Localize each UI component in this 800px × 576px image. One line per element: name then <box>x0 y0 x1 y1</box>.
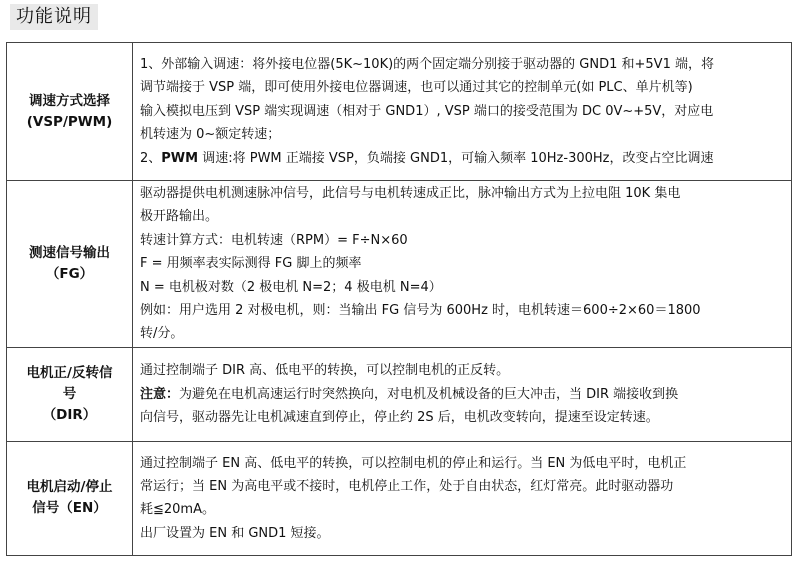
description-line <box>140 452 784 475</box>
text-segment: 例如：用户选用 2 对极电机，则：当输出 FG 信号为 600Hz 时，电机转速＝600÷2×60＝1800 <box>140 303 701 319</box>
text-segment: 调速:将 PWM 正端接 VSP，负端接 GND1，可输入频率 10Hz-300Hz，改变占空比调速 <box>198 150 714 166</box>
description-line <box>140 205 784 228</box>
row-description <box>133 181 792 348</box>
emphasis-text: PWM <box>161 150 199 166</box>
text-segment: 驱动器提供电机测速脉冲信号，此信号与电机转速成正比，脉冲输出方式为上拉电阻 10K 集电 <box>140 186 681 201</box>
description-line <box>140 252 784 275</box>
text-segment: 转速计算方式：电机转速（RPM）= F÷N×60 <box>140 232 408 248</box>
function-spec-table <box>6 42 792 556</box>
row-label-line: （FG） <box>45 265 94 282</box>
text-segment: N = 电机极对数（2 极电机 N=2；4 极电机 N=4） <box>140 279 442 295</box>
row-label-line: 电机正/反转信 <box>26 364 113 381</box>
description-line <box>140 123 784 146</box>
text-segment: 2、 <box>140 150 162 166</box>
spec-row <box>7 441 792 555</box>
description-line <box>140 76 784 99</box>
description-line <box>140 359 784 382</box>
row-label-line: 测速信号输出 <box>29 244 110 261</box>
description-line <box>140 322 784 345</box>
text-segment: 耗≦20mA。 <box>140 502 215 518</box>
description-line <box>140 100 784 123</box>
spec-row <box>7 347 792 441</box>
spec-row <box>7 43 792 181</box>
text-segment: 通过控制端子 EN 高、低电平的转换，可以控制电机的停止和运行。当 EN 为低电平时，电机正 <box>140 455 687 471</box>
row-label-line: 电机启动/停止 <box>26 479 113 496</box>
row-label <box>7 441 133 555</box>
text-segment: 输入模拟电压到 VSP 端实现调速（相对于 GND1）, VSP 端口的接受范围为 DC 0V~+5V，对应电 <box>140 103 714 119</box>
description-line <box>140 498 784 521</box>
description-line <box>140 299 784 322</box>
text-segment: 通过控制端子 DIR 高、低电平的转换，可以控制电机的正反转。 <box>140 363 510 379</box>
text-segment: 1、外部输入调速：将外接电位器(5K~10K)的两个固定端分别接于驱动器的 GND1 和+5V1 端，将 <box>140 56 714 72</box>
description-line <box>140 475 784 498</box>
text-segment: 调节端接于 VSP 端，即可使用外接电位器调速，也可以通过其它的控制单元(如 PLC、单片机等) <box>140 80 693 96</box>
text-segment: 转/分。 <box>140 326 184 342</box>
row-label-line: （DIR） <box>42 406 97 423</box>
text-segment: 出厂设置为 EN 和 GND1 短接。 <box>140 525 330 541</box>
row-label <box>7 347 133 441</box>
row-label-line: (VSP/PWM) <box>26 113 113 130</box>
text-segment: 极开路输出。 <box>140 209 219 225</box>
text-segment: F = 用频率表实际测得 FG 脚上的频率 <box>140 256 362 272</box>
description-line <box>140 276 784 299</box>
row-label-line: 调速方式选择 <box>29 92 110 109</box>
row-label-line: 信号（EN） <box>32 500 107 517</box>
text-segment: 向信号，驱动器先让电机减速直到停止，停止约 2S 后，电机改变转向，提速至设定转速。 <box>140 410 659 426</box>
description-line <box>140 147 784 170</box>
text-segment: 为避免在电机高速运行时突然换向，对电机及机械设备的巨大冲击，当 DIR 端接收到换 <box>179 386 679 402</box>
row-description <box>133 43 792 181</box>
description-line <box>140 406 784 429</box>
emphasis-text: 注意： <box>140 386 180 402</box>
row-label <box>7 43 133 181</box>
description-line <box>140 522 784 545</box>
row-description <box>133 347 792 441</box>
description-line <box>140 229 784 252</box>
text-segment: 常运行；当 EN 为高电平或不接时，电机停止工作，处于自由状态，红灯常亮。此时驱动器功 <box>140 478 674 494</box>
spec-row <box>7 181 792 348</box>
page-title: 功能说明 <box>10 4 98 30</box>
row-label-line: 号 <box>62 385 77 402</box>
description-line <box>140 53 784 76</box>
row-label <box>7 181 133 348</box>
row-description <box>133 441 792 555</box>
description-line <box>140 182 784 205</box>
description-line <box>140 383 784 406</box>
text-segment: 机转速为 0~额定转速； <box>140 127 281 143</box>
